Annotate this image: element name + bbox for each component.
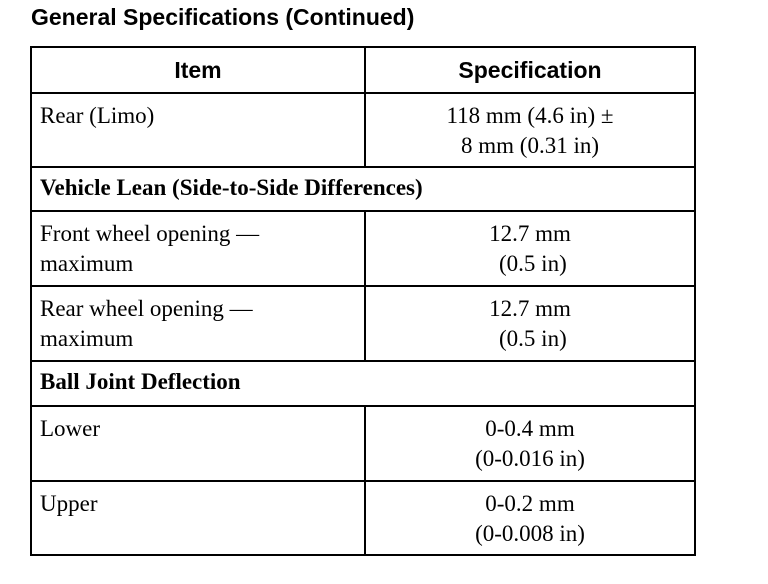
specification-text: 8 mm (0.31 in): [461, 133, 599, 158]
section-header-vehicle-lean: Vehicle Lean (Side-to-Side Differences): [40, 175, 423, 200]
specification-text: 118 mm (4.6 in) ±: [446, 103, 614, 128]
item-cell: [32, 407, 364, 480]
item-cell: [32, 287, 364, 360]
specification-text: (0.5 in): [493, 251, 567, 276]
item-text: Rear wheel opening —: [40, 296, 253, 321]
specification-text: (0-0.008 in): [475, 521, 585, 546]
item-cell: [32, 212, 364, 285]
column-header-specification: Specification: [364, 48, 694, 92]
specification-text: (0.5 in): [493, 326, 567, 351]
table-header-row: [32, 46, 694, 92]
specification-text: 0-0.4 mm: [485, 416, 575, 441]
specification-cell: [364, 482, 694, 554]
item-cell: [32, 94, 364, 166]
specifications-table: [30, 46, 696, 556]
specification-text: 0-0.2 mm: [485, 491, 575, 516]
specification-cell: [364, 212, 694, 285]
section-header-row: [32, 360, 694, 405]
table-row: [32, 92, 694, 166]
item-text: Lower: [40, 416, 101, 441]
specification-text: 12.7 mm: [489, 221, 571, 246]
section-header-row: [32, 166, 694, 210]
item-text: maximum: [40, 251, 134, 276]
specification-cell: [364, 407, 694, 480]
column-header-item: Item: [174, 57, 222, 83]
item-text: Rear (Limo): [40, 103, 155, 128]
item-text: maximum: [40, 326, 134, 351]
item-text: Front wheel opening —: [40, 221, 260, 246]
specification-cell: [364, 94, 694, 166]
table-row: [32, 210, 694, 285]
table-row: [32, 285, 694, 360]
table-row: [32, 405, 694, 480]
specification-text: 12.7 mm: [489, 296, 571, 321]
item-cell: [32, 482, 364, 554]
specification-text: (0-0.016 in): [475, 446, 585, 471]
section-header-ball-joint-deflection: Ball Joint Deflection: [40, 369, 241, 394]
table-row: [32, 480, 694, 554]
specification-cell: [364, 287, 694, 360]
page-title: General Specifications (Continued): [31, 4, 415, 30]
item-text: Upper: [40, 491, 98, 516]
